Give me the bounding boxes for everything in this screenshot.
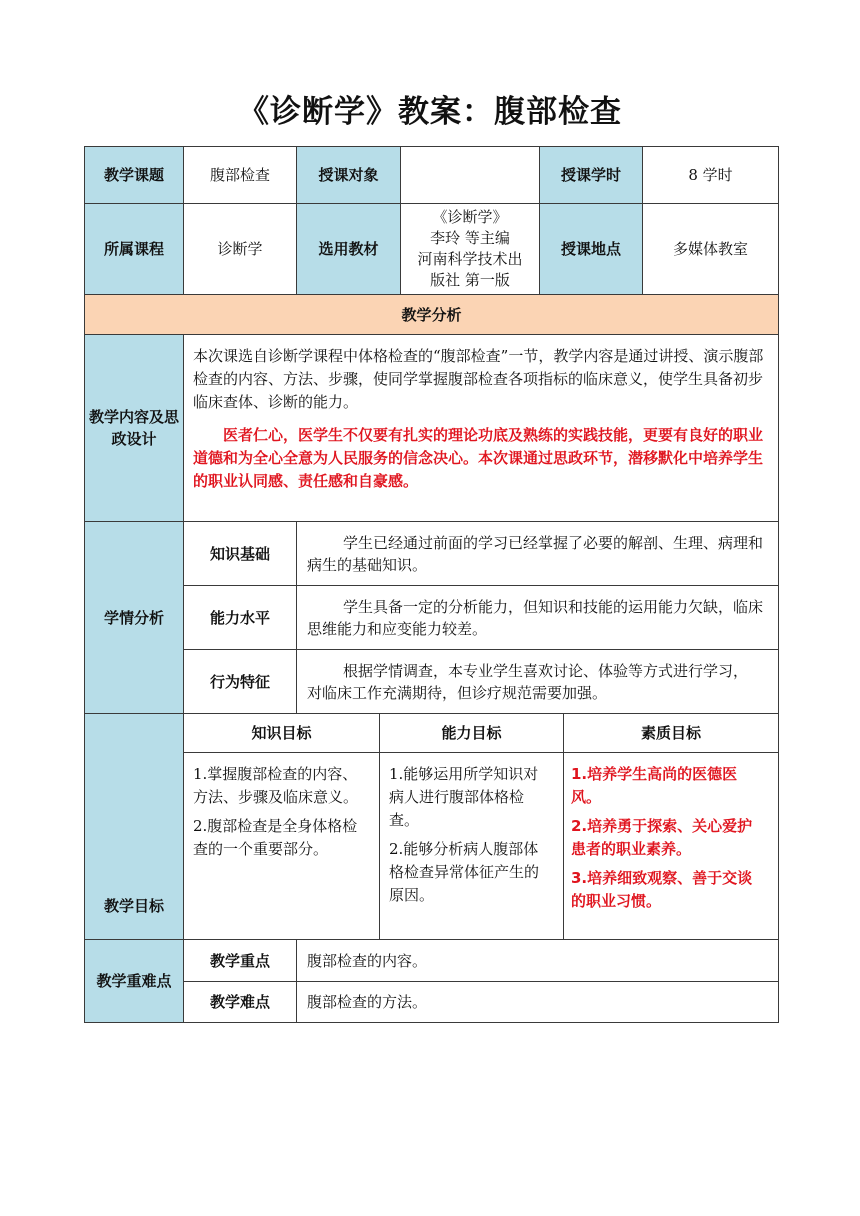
page-title: 《诊断学》教案：腹部检查 [238, 94, 622, 130]
content-paragraph: 本次课选自诊断学课程中体格检查的“腹部检查”一节，教学内容是通过讲授、演示腹部检查的内容、方法、步骤，使同学掌握腹部检查各项指标的临床意义，使学生具备初步临床查体、诊断的能力。 [193, 347, 764, 411]
ability-goal-item: 2.能够分析病人腹部体格检查异常体征产生的原因。 [389, 840, 540, 904]
knowledge-goals [183, 752, 380, 940]
knowledge-goal-header-text: 知识目标 [251, 724, 312, 742]
topic-label [84, 146, 184, 204]
course-label [84, 203, 184, 295]
knowledge-goal-item: 1.掌握腹部检查的内容、方法、步骤及临床意义。 [193, 765, 359, 806]
knowledge-base-text [296, 521, 779, 586]
textbook-label-text: 选用教材 [318, 240, 379, 258]
ideology-paragraph: 医者仁心，医学生不仅要有扎实的理论功底及熟练的实践技能，更要有良好的职业道德和为全心全意为人民服务的信念决心。本次课通过思政环节，潜移默化中培养学生的职业认同感、责任感和自豪感。 [193, 426, 764, 490]
behavior-label [183, 649, 297, 714]
difficulty-label-text: 教学难点 [209, 993, 270, 1011]
topic-value [183, 146, 297, 204]
textbook-label [296, 203, 401, 295]
ability-level-label [183, 585, 297, 650]
focus-label-text: 教学重点 [209, 951, 270, 970]
textbook-line: 《诊断学》 [432, 208, 508, 226]
quality-goal-header-text: 素质目标 [640, 724, 701, 742]
knowledge-base-label-text: 知识基础 [209, 544, 270, 563]
hours-label [539, 146, 643, 204]
textbook-line: 版社 第一版 [430, 271, 510, 289]
hours-label-text: 授课学时 [560, 166, 621, 184]
content-label-text: 教学内容及思政设计 [89, 408, 180, 448]
difficulty-text-value: 腹部检查的方法。 [307, 993, 428, 1011]
focus-text [296, 939, 779, 982]
ability-goal-header-text: 能力目标 [441, 724, 502, 742]
quality-goal-item: 1.培养学生高尚的医德医风。 [571, 765, 738, 806]
ability-level-paragraph: 学生具备一定的分析能力，但知识和技能的运用能力欠缺，临床思维能力和应变能力较差。 [307, 598, 764, 638]
hours-value [642, 146, 779, 204]
place-value [642, 203, 779, 295]
difficulty-text [296, 981, 779, 1023]
students-label-text: 学情分析 [103, 608, 164, 627]
behavior-label-text: 行为特征 [209, 672, 270, 691]
audience-label [296, 146, 401, 204]
course-label-text: 所属课程 [103, 240, 164, 258]
keypoints-label-text: 教学重难点 [96, 972, 172, 990]
ability-goal-header [379, 713, 564, 753]
place-label [539, 203, 643, 295]
topic-value-text: 腹部检查 [209, 166, 270, 184]
textbook-line: 李玲 等主编 [430, 229, 510, 247]
ability-level-text [296, 585, 779, 650]
audience-label-text: 授课对象 [318, 166, 379, 184]
students-label [84, 521, 184, 714]
difficulty-label [183, 981, 297, 1023]
quality-goal-header [563, 713, 779, 753]
behavior-text [296, 649, 779, 714]
textbook-value [400, 203, 540, 295]
hours-value-text: 8 学时 [688, 166, 733, 184]
behavior-paragraph: 根据学情调查，本专业学生喜欢讨论、体验等方式进行学习， 对临床工作充满期待，但诊疗规范需要加强。 [307, 662, 749, 702]
knowledge-goal-header [183, 713, 380, 753]
content-label [84, 334, 184, 522]
course-value [183, 203, 297, 295]
knowledge-base-label [183, 521, 297, 586]
place-value-text: 多媒体教室 [672, 240, 748, 258]
quality-goal-item: 2.培养勇于探索、关心爱护患者的职业素养。 [571, 817, 753, 858]
focus-text-value: 腹部检查的内容。 [307, 951, 428, 970]
goals-label-text: 教学目标 [103, 897, 164, 915]
focus-label [183, 939, 297, 982]
ability-goals [379, 752, 564, 940]
quality-goal-item: 3.培养细致观察、善于交谈的职业习惯。 [571, 869, 753, 910]
audience-value [400, 146, 540, 204]
topic-label-text: 教学课题 [103, 166, 164, 184]
quality-goals [563, 752, 779, 940]
goals-label [84, 713, 184, 940]
analysis-header-text: 教学分析 [401, 305, 462, 324]
course-value-text: 诊断学 [217, 240, 263, 258]
analysis-header [84, 294, 779, 335]
knowledge-goal-item: 2.腹部检查是全身体格检查的一个重要部分。 [193, 817, 358, 858]
content-body [183, 334, 779, 522]
keypoints-label [84, 939, 184, 1023]
knowledge-base-paragraph: 学生已经通过前面的学习已经掌握了必要的解剖、生理、病理和病生的基础知识。 [307, 534, 764, 574]
textbook-line: 河南科学技术出 [417, 250, 523, 268]
place-label-text: 授课地点 [560, 240, 621, 258]
ability-level-label-text: 能力水平 [209, 608, 270, 627]
ability-goal-item: 1.能够运用所学知识对病人进行腹部体格检查。 [389, 765, 539, 829]
